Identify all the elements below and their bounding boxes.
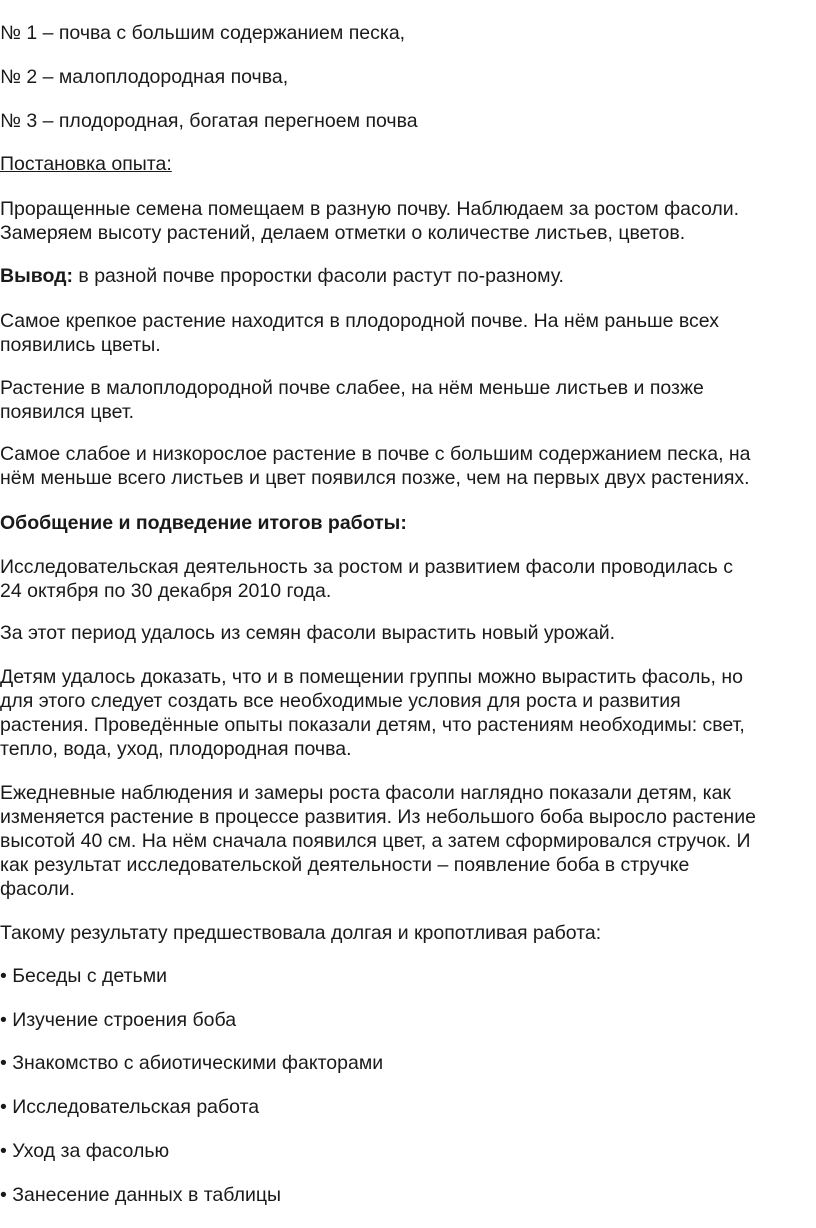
observation-3-line-1: Самое слабое и низкорослое растение в почве с большим содержанием песка, на: [0, 443, 751, 465]
experiment-line-1: Проращенные семена помещаем в разную почву. Наблюдаем за ростом фасоли.: [0, 198, 740, 220]
summary-p1-line-1: Исследовательская деятельность за ростом и развитием фасоли проводилась с: [0, 556, 734, 578]
summary-p4-line-2: изменяется растение в процессе развития. Из небольшого боба выросло растение: [0, 806, 756, 828]
experiment-heading: Постановка опыта:: [0, 153, 172, 175]
observation-2-line-2: появился цвет.: [0, 401, 135, 423]
summary-p5-line-1: Такому результату предшествовала долгая и кропотливая работа:: [0, 922, 602, 944]
summary-p3-line-3: растения. Проведённые опыты показали детям, что растениям необходимы: свет,: [0, 714, 745, 736]
bullet-item: • Знакомство с абиотическими факторами: [0, 1052, 384, 1074]
summary-p2-line-1: За этот период удалось из семян фасоли вырастить новый урожай.: [0, 622, 616, 644]
observation-1-line-1: Самое крепкое растение находится в плодородной почве. На нём раньше всех: [0, 310, 719, 332]
bullet-item: • Занесение данных в таблицы: [0, 1184, 282, 1206]
summary-heading: Обобщение и подведение итогов работы:: [0, 512, 407, 534]
summary-p4-line-3: высотой 40 см. На нём сначала появился цвет, а затем сформировался стручок. И: [0, 830, 751, 852]
conclusion-paragraph: [0, 265, 564, 288]
bullet-item: • Уход за фасолью: [0, 1140, 170, 1162]
summary-p4-line-5: фасоли.: [0, 878, 75, 900]
bullet-item: • Исследовательская работа: [0, 1096, 260, 1118]
conclusion-label: Вывод:: [0, 265, 73, 287]
observation-3-line-2: нём меньше всего листьев и цвет появился позже, чем на первых двух растениях.: [0, 467, 750, 489]
bullet-item: • Беседы с детьми: [0, 965, 167, 987]
summary-p3-line-4: тепло, вода, уход, плодородная почва.: [0, 738, 352, 760]
observation-2-line-1: Растение в малоплодородной почве слабее, на нём меньше листьев и позже: [0, 377, 704, 399]
experiment-line-2: Замеряем высоту растений, делаем отметки о количестве листьев, цветов.: [0, 222, 686, 244]
summary-p4-line-1: Ежедневные наблюдения и замеры роста фасоли наглядно показали детям, как: [0, 782, 731, 804]
summary-p4-line-4: как результат исследовательской деятельности – появление боба в стручке: [0, 854, 690, 876]
soil-item-3: № 3 – плодородная, богатая перегноем почва: [0, 110, 418, 132]
summary-p3-line-2: для этого следует создать все необходимые условия для роста и развития: [0, 690, 681, 712]
summary-p1-line-2: 24 октября по 30 декабря 2010 года.: [0, 580, 332, 602]
summary-p3-line-1: Детям удалось доказать, что и в помещении группы можно вырастить фасоль, но: [0, 666, 743, 688]
bullet-item: • Изучение строения боба: [0, 1009, 237, 1031]
soil-item-1: № 1 – почва с большим содержанием песка,: [0, 22, 406, 44]
soil-item-2: № 2 – малоплодородная почва,: [0, 66, 289, 88]
observation-1-line-2: появились цветы.: [0, 334, 161, 356]
conclusion-text: в разной почве проростки фасоли растут по-разному.: [73, 265, 564, 287]
